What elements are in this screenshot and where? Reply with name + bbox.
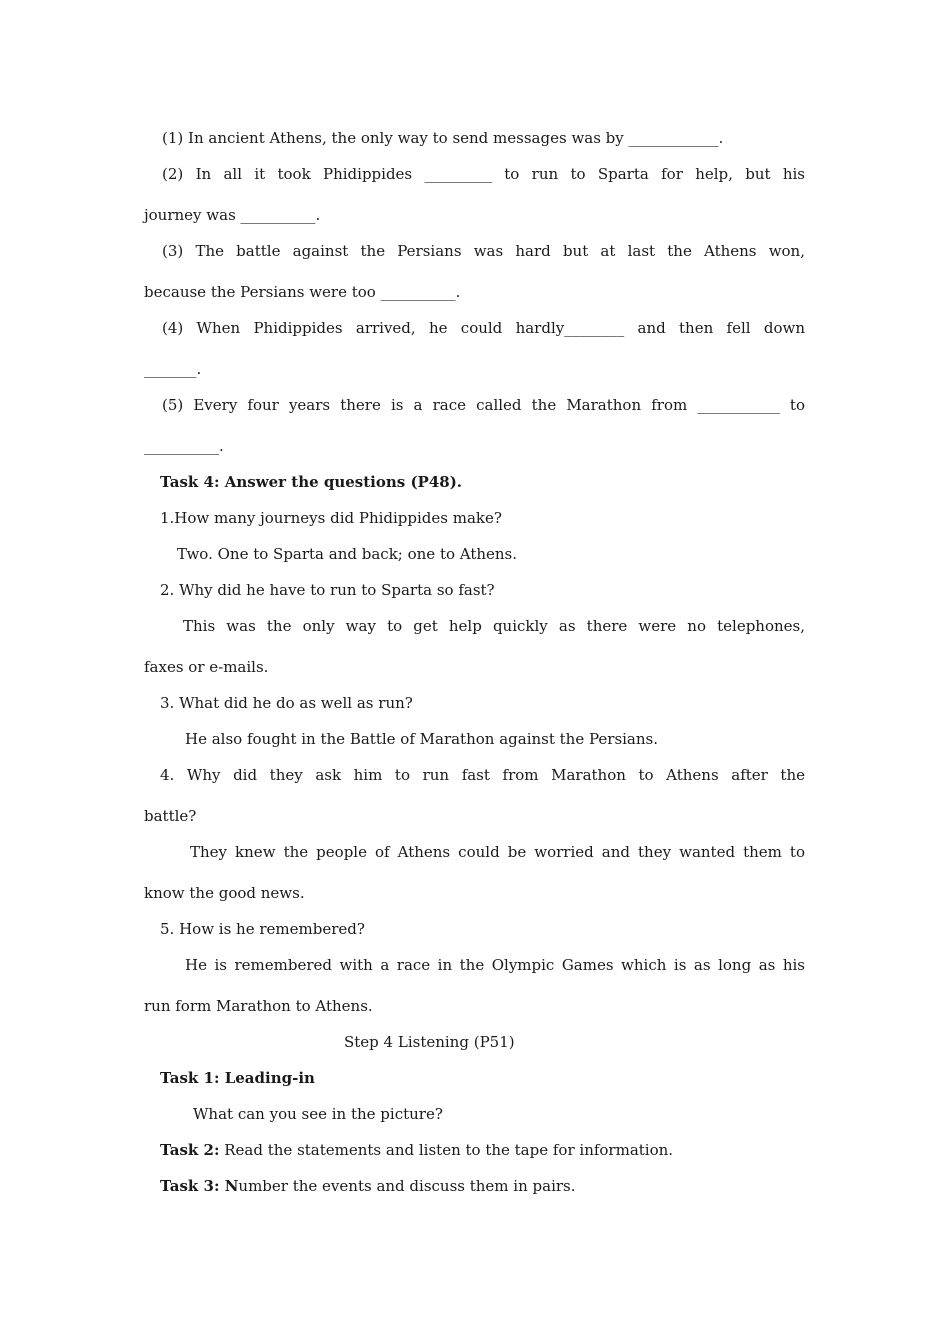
ex3-q3-line2: because the Persians were too __________. bbox=[144, 283, 461, 301]
task4-answer-5-line1: He is remembered with a race in the Olympic Games which is as long as his bbox=[185, 956, 805, 974]
step4-task3-label: Task 3: N bbox=[160, 1177, 239, 1195]
ex3-q5-line1: (5) Every four years there is a race called the Marathon from ___________ to bbox=[162, 396, 805, 414]
task4-answer-4-line2: know the good news. bbox=[144, 884, 305, 902]
ex3-q3-line1: (3) The battle against the Persians was hard but at last the Athens won, bbox=[162, 242, 805, 260]
task4-question-4-line1: 4. Why did they ask him to run fast from Marathon to Athens after the bbox=[160, 766, 805, 784]
step4-task2-text: Read the statements and listen to the tape for information. bbox=[219, 1141, 674, 1159]
step4-task2 bbox=[160, 1140, 673, 1160]
task4-answer-2-line1: This was the only way to get help quickly as there were no telephones, bbox=[183, 617, 805, 635]
step4-heading: Step 4 Listening (P51) bbox=[344, 1033, 515, 1051]
task4-question-4-line2: battle? bbox=[144, 807, 197, 825]
ex3-q2-line1: (2) In all it took Phidippides _________ to run to Sparta for help, but his bbox=[162, 165, 805, 183]
ex3-q4-line1: (4) When Phidippides arrived, he could hardly________ and then fell down bbox=[162, 319, 805, 337]
step4-task1-label: Task 1: Leading-in bbox=[160, 1069, 315, 1087]
ex3-q4-line2: _______. bbox=[144, 360, 202, 378]
task4-question-1: 1.How many journeys did Phidippides make? bbox=[160, 509, 502, 527]
step4-task3-text: umber the events and discuss them in pairs. bbox=[238, 1177, 576, 1195]
ex3-q5-line2: __________. bbox=[144, 437, 224, 455]
task4-answer-1: Two. One to Sparta and back; one to Athens. bbox=[177, 545, 518, 563]
task4-heading: Task 4: Answer the questions (P48). bbox=[160, 473, 463, 491]
ex3-q1: (1) In ancient Athens, the only way to send messages was by ____________. bbox=[162, 129, 724, 147]
step4-task2-label: Task 2: bbox=[160, 1141, 220, 1159]
step4-task3 bbox=[160, 1176, 576, 1196]
task4-question-5: 5. How is he remembered? bbox=[160, 920, 365, 938]
task4-question-2: 2. Why did he have to run to Sparta so fast? bbox=[160, 581, 495, 599]
ex3-q2-line2: journey was __________. bbox=[144, 206, 321, 224]
task4-answer-4-line1: They knew the people of Athens could be worried and they wanted them to bbox=[190, 843, 805, 861]
task4-answer-2-line2: faxes or e-mails. bbox=[144, 658, 269, 676]
task4-answer-3: He also fought in the Battle of Marathon against the Persians. bbox=[185, 730, 659, 748]
task4-answer-5-line2: run form Marathon to Athens. bbox=[144, 997, 373, 1015]
step4-task1-text: What can you see in the picture? bbox=[193, 1105, 443, 1123]
task4-question-3: 3. What did he do as well as run? bbox=[160, 694, 413, 712]
